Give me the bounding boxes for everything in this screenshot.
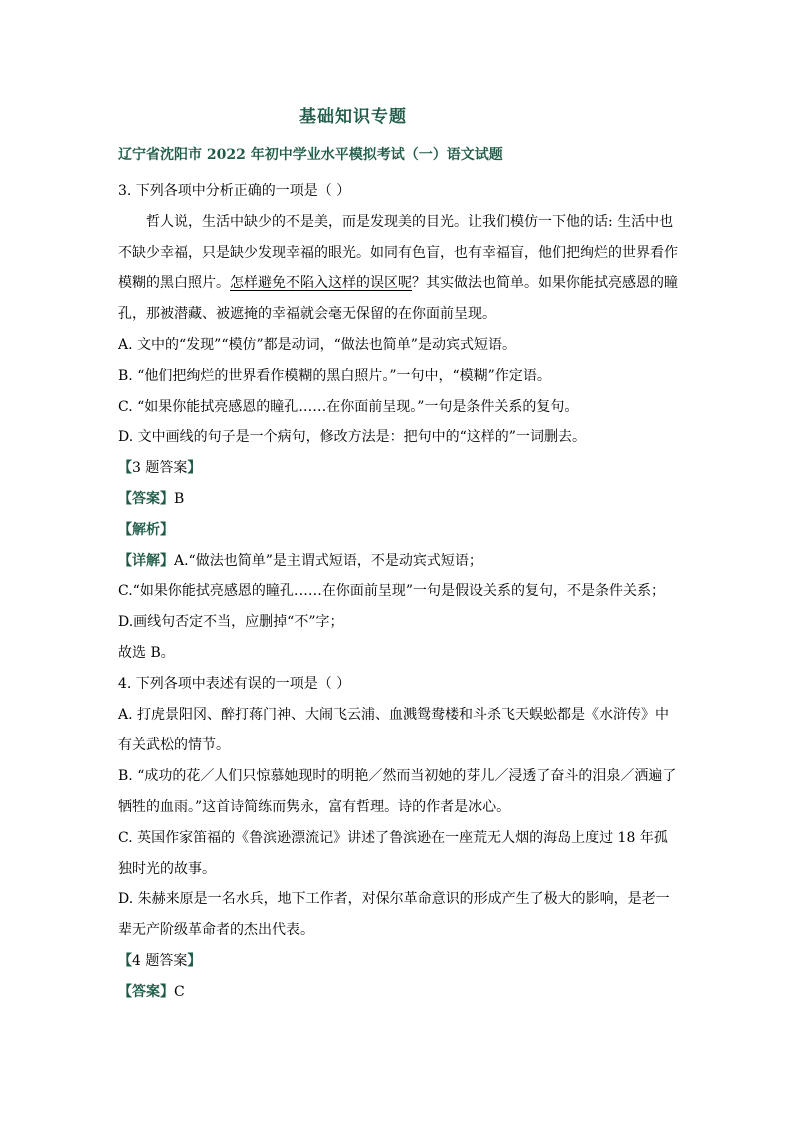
q4-answer-value: C: [174, 983, 185, 1000]
q4-option-c: C. 英国作家笛福的《鲁滨逊漂流记》讲述了鲁滨逊在一座荒无人烟的海岛上度过 18 年孤独时光的故事。: [118, 829, 668, 877]
q3-answer: [118, 484, 678, 515]
q3-answer-label: 【答案】: [118, 490, 174, 507]
q3-answer-header-close: 】: [187, 460, 202, 477]
q3-answer-header-open: 【: [118, 460, 132, 477]
q3-stem: 3. 下列各项中分析正确的一项是（ ）: [118, 183, 351, 199]
document-body: [118, 176, 678, 1008]
q4-answer-header-open: 【: [118, 952, 132, 969]
q3-answer-header-text: 3 题答案: [132, 460, 188, 477]
q4-answer: [118, 977, 678, 1008]
q3-detail-a: [118, 546, 678, 577]
q3-option-d: D. 文中画线的句子是一个病句，修改方法是：把句中的“这样的”一词删去。: [118, 429, 586, 446]
q3-detail-a-text: A.“做法也简单”是主谓式短语，不是动宾式短语；: [174, 552, 483, 569]
q3-option-a: A. 文中的“发现”“模仿”都是动词，“做法也简单”是动宾式短语。: [118, 336, 516, 353]
q4-option-b: B. “成功的花／人们只惊慕她现时的明艳／然而当初她的芽儿／浸透了奋斗的泪泉／洒遍了牺牲的血雨。”这首诗简练而隽永，富有哲理。诗的作者是冰心。: [118, 768, 677, 815]
q3-analysis-label: 【解析】: [118, 521, 174, 538]
q3-option-c: C. “如果你能拭亮感恩的瞳孔……在你面前呈现。”一句是条件关系的复句。: [118, 398, 579, 415]
q3-detail-label: 【详解】: [118, 552, 174, 569]
q4-answer-header-close: 】: [187, 952, 202, 969]
q4-answer-header-text: 4 题答案: [132, 952, 188, 969]
q4-answer-label: 【答案】: [118, 983, 174, 1000]
q3-underlined-sentence: 怎样避免不陷入这样的误区呢: [230, 275, 412, 292]
q3-detail-c: C.“如果你能拭亮感恩的瞳孔……在你面前呈现”一句是假设关系的复句，不是条件关系；: [118, 583, 665, 600]
q4-stem: 4. 下列各项中表述有误的一项是（ ）: [118, 675, 351, 692]
q3-passage-part1: 哲人说，生活中缺少的不是美，而是发现美的目光。让我们模仿一下他的话: 生活中也不缺少幸福，只是缺少发现幸福的眼光。如同有色盲，也有幸福盲，他们把绚烂的世界看作模糊的黑白照片。: [118, 213, 678, 292]
page-title: 基础知识专题: [299, 107, 407, 127]
q4-answer-header: [118, 946, 678, 977]
exam-subtitle: 辽宁省沈阳市 2022 年初中学业水平模拟考试（一）语文试题: [118, 147, 503, 163]
q4-option-d: D. 朱赫来原是一名水兵，地下工作者，对保尔革命意识的形成产生了极大的影响，是老一辈无产阶级革命者的杰出代表。: [118, 891, 670, 939]
q3-conclusion: 故选 B。: [118, 644, 175, 661]
q3-answer-value: B: [174, 490, 185, 507]
q3-option-b: B. “他们把绚烂的世界看作模糊的黑白照片。”一句中，“模糊”作定语。: [118, 367, 551, 384]
q3-detail-d: D.画线句否定不当，应删掉“不”字；: [118, 614, 344, 631]
q3-passage-part2: ？其实做法也简单。如果你能拭亮感恩的瞳孔，那被潜藏、被遮掩的幸福就会毫无保留的在你面前呈现。: [118, 275, 678, 323]
q3-answer-header: [118, 453, 678, 484]
q3-passage: [118, 207, 678, 330]
q4-option-a: A. 打虎景阳冈、醉打蒋门神、大闹飞云浦、血溅鸳鸯楼和斗杀飞天蜈蚣都是《水浒传》中有关武松的情节。: [118, 706, 670, 754]
